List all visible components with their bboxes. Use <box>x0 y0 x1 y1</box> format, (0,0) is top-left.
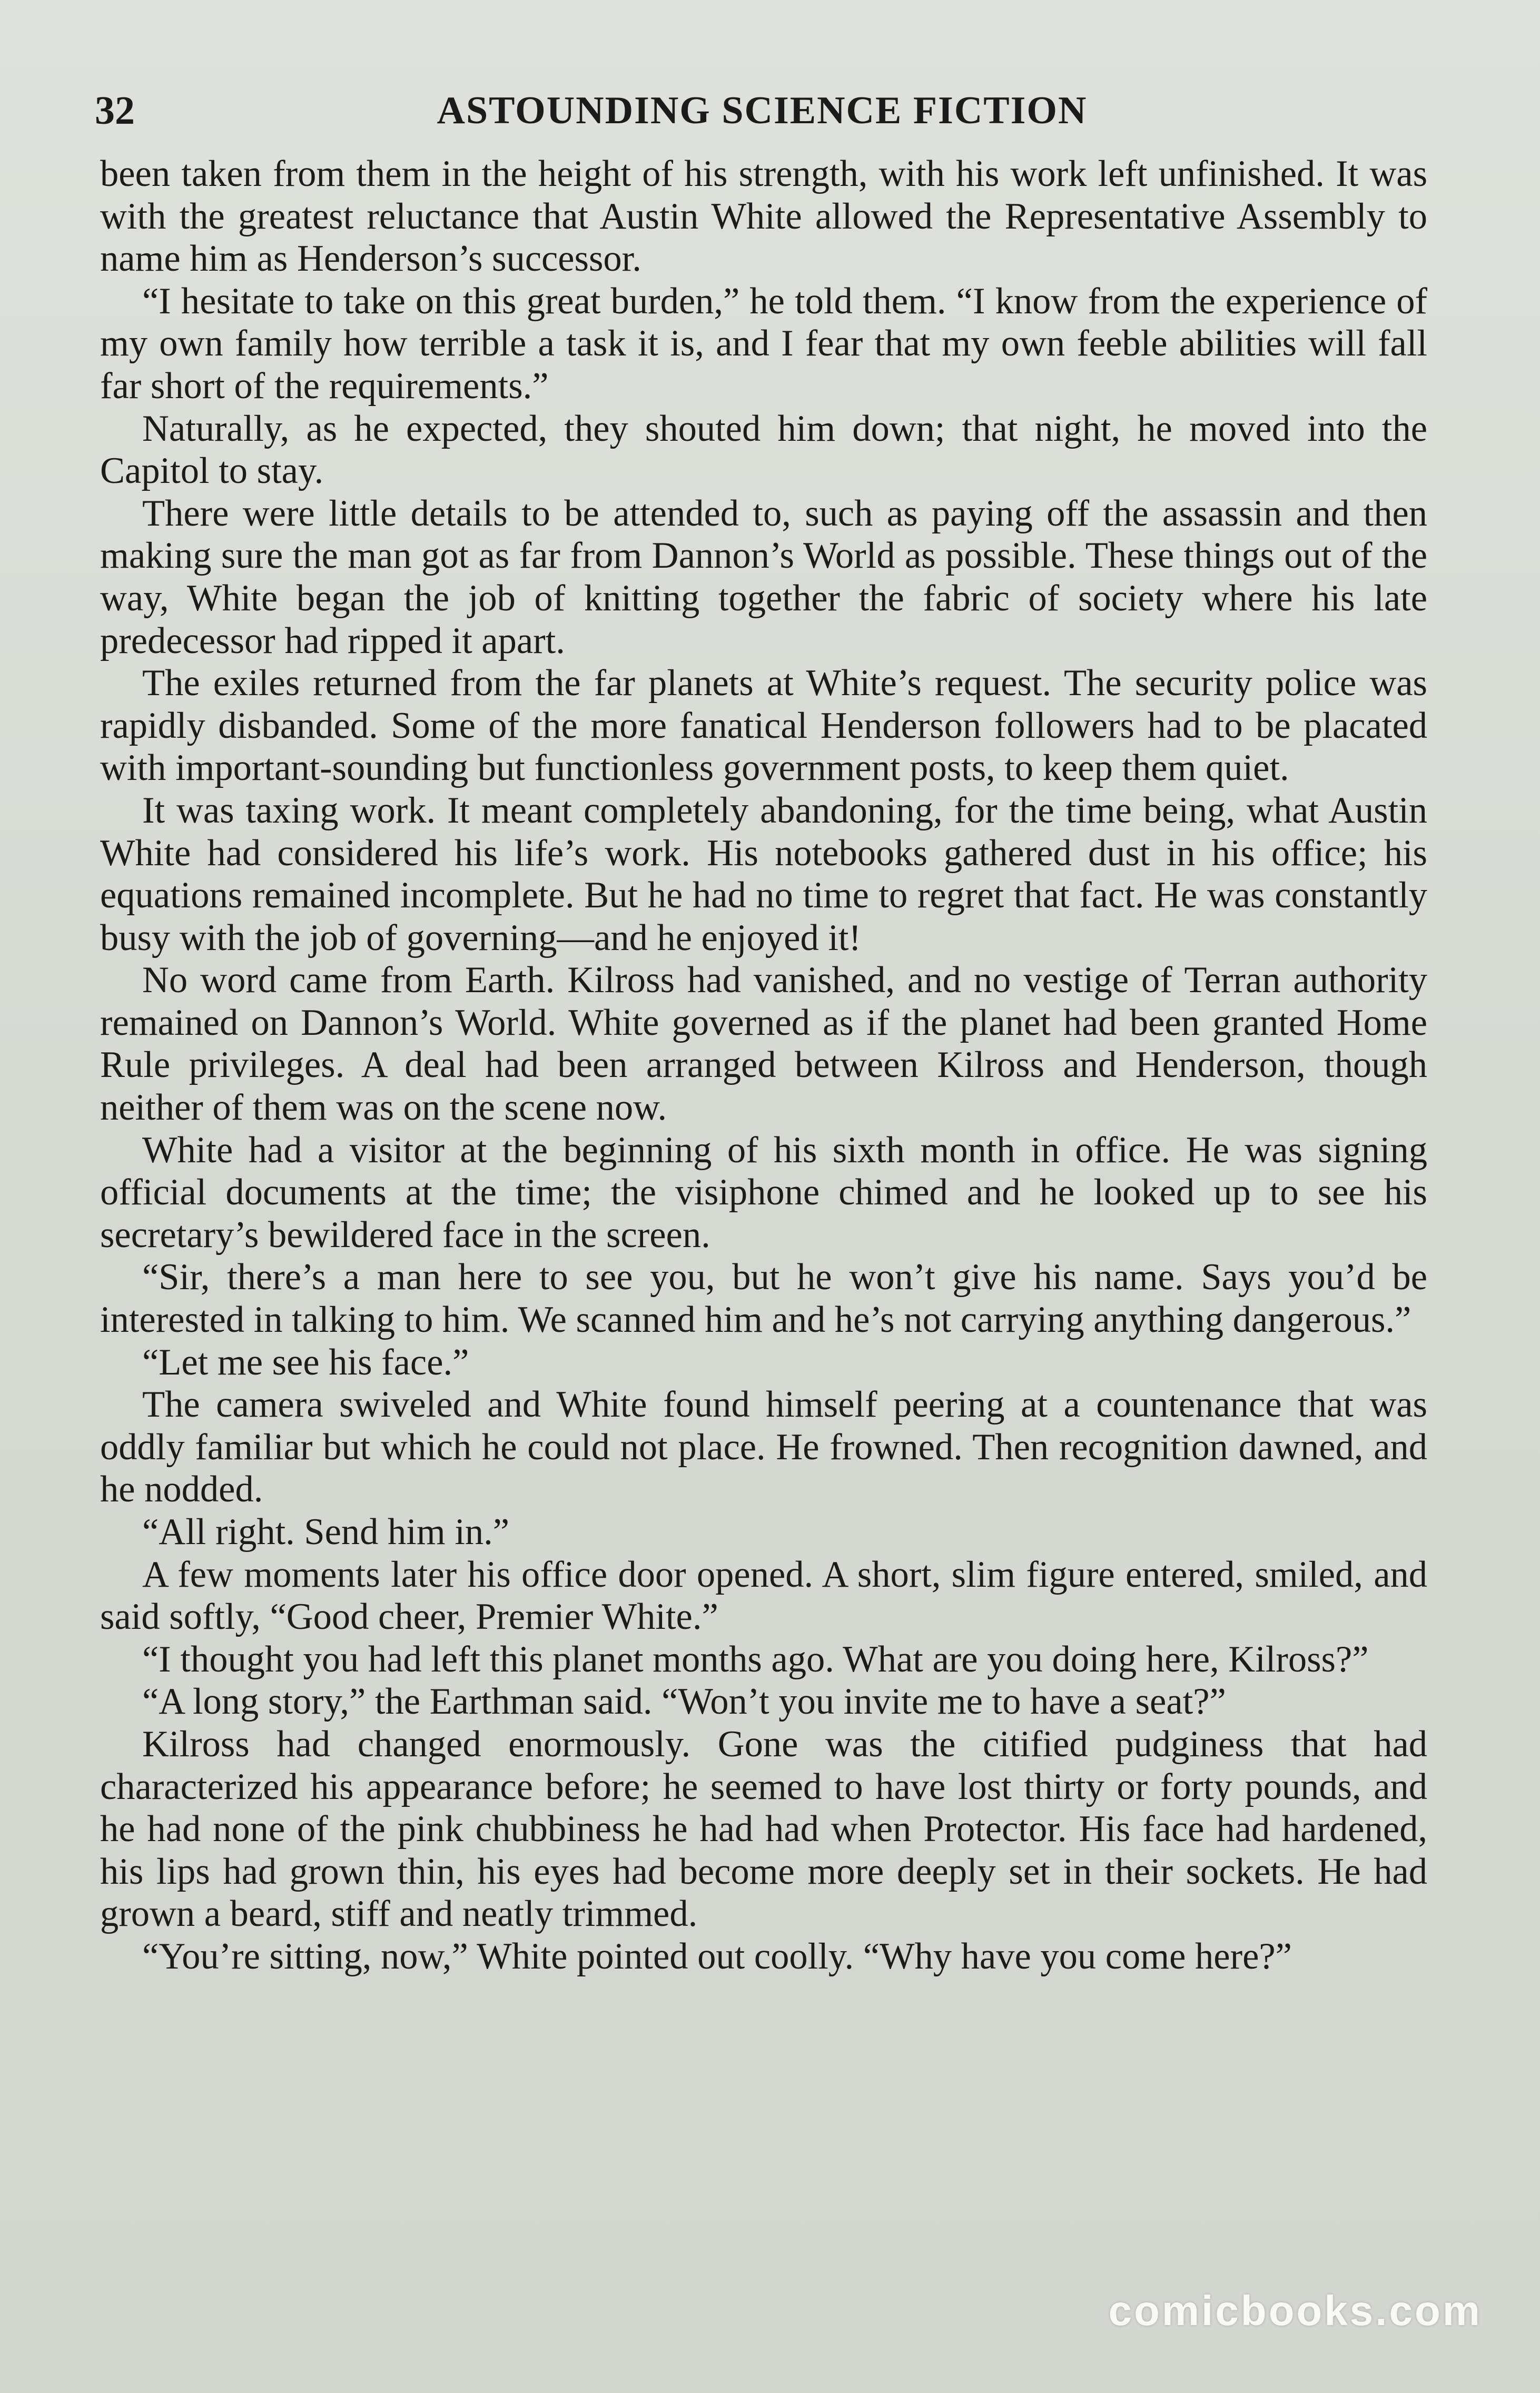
paragraph: No word came from Earth. Kilross had vanished, and no vestige of Terran authority remained on Dannon’s World. White governed as if the planet had been granted Home Rule privileges. A deal had been arranged between Kilross and Henderson, though neither of them was on the scene now. <box>100 960 1427 1129</box>
paragraph: There were little details to be attended to, such as paying off the assassin and then making sure the man got as far from Dannon’s World as possible. These things out of the way, White began the job of knitting together the fabric of society where his late predecessor had ripped it apart. <box>100 492 1427 661</box>
paragraph: It was taxing work. It meant completely abandoning, for the time being, what Austin White had considered his life’s work. His notebooks gathered dust in his office; his equations remained incomplete. But he had no time to regret that fact. He was constantly busy with the job of governing—and he enjoyed it! <box>100 789 1427 958</box>
story-text <box>100 153 1427 1978</box>
watermark: comicbooks.com <box>1108 2287 1482 2334</box>
paragraph: “I hesitate to take on this great burden,” he told them. “I know from the experience of my own family how terrible a task it is, and I fear that my own feeble abilities will fall far short of the requirements.” <box>100 280 1427 407</box>
paragraph: “Sir, there’s a man here to see you, but he won’t give his name. Says you’d be interested in talking to him. We scanned him and he’s not carrying anything dangerous.” <box>100 1257 1427 1341</box>
paragraph: The exiles returned from the far planets at White’s request. The security police was rapidly disbanded. Some of the more fanatical Henderson followers had to be placated with important-sounding but functionless government posts, to keep them quiet. <box>100 662 1427 789</box>
paragraph: been taken from them in the height of his strength, with his work left unfinished. It was with the greatest reluctance that Austin White allowed the Representative Assembly to name him as Henderson’s successor. <box>100 153 1427 280</box>
paragraph: “Let me see his face.” <box>142 1341 469 1383</box>
paragraph: The camera swiveled and White found himself peering at a countenance that was oddly familiar but which he could not place. He frowned. Then recognition dawned, and he nodded. <box>100 1384 1427 1510</box>
paragraph: White had a visitor at the beginning of his sixth month in office. He was signing official documents at the time; the visiphone chimed and he looked up to see his secretary’s bewildered face in the screen. <box>100 1129 1427 1255</box>
paragraph: “All right. Send him in.” <box>142 1511 510 1553</box>
paragraph: “I thought you had left this planet months ago. What are you doing here, Kilross?” <box>142 1638 1369 1680</box>
paragraph: Naturally, as he expected, they shouted him down; that night, he moved into the Capitol to stay. <box>100 408 1427 492</box>
paragraph: Kilross had changed enormously. Gone was the citified pudginess that had characterized his appearance before; he seemed to have lost thirty or forty pounds, and he had none of the pink chubbiness he had had when Protector. His face had hardened, his lips had grown thin, his eyes had become more deeply set in their sockets. He had grown a beard, stiff and neatly trimmed. <box>100 1723 1427 1935</box>
running-head: ASTOUNDING SCIENCE FICTION <box>437 88 1088 132</box>
page-number: 32 <box>95 88 135 133</box>
paragraph: A few moments later his office door opened. A short, slim figure entered, smiled, and said softly, “Good cheer, Premier White.” <box>100 1554 1427 1638</box>
paragraph: “A long story,” the Earthman said. “Won’t you invite me to have a seat?” <box>142 1681 1226 1723</box>
page-header <box>95 79 1429 142</box>
paragraph: “You’re sitting, now,” White pointed out coolly. “Why have you come here?” <box>142 1935 1292 1977</box>
